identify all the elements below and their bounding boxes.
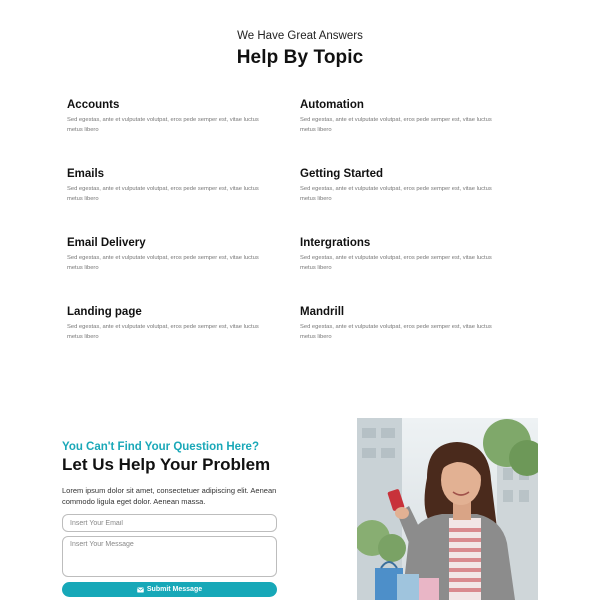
- topic-intergrations[interactable]: [300, 237, 500, 273]
- page-title: Help By Topic: [236, 47, 364, 68]
- topic-title: Accounts: [67, 99, 120, 111]
- topic-title: Landing page: [67, 306, 142, 318]
- section-eyebrow: We Have Great Answers: [237, 30, 363, 42]
- topic-title: Email Delivery: [67, 237, 146, 249]
- topic-accounts[interactable]: [67, 99, 267, 135]
- topic-description: Sed egestas, ante et vulputate volutpat, eros pede semper est, vitae luctus metus libero: [67, 255, 259, 271]
- topic-title: Mandrill: [300, 306, 345, 318]
- topic-getting-started[interactable]: [300, 168, 500, 204]
- message-field[interactable]: [62, 536, 277, 577]
- topic-landing-page[interactable]: [67, 306, 267, 342]
- topic-title: Intergrations: [300, 237, 371, 249]
- submit-label: Submit Message: [146, 586, 203, 593]
- topic-title: Emails: [67, 168, 105, 180]
- topic-description: Sed egestas, ante et vulputate volutpat, eros pede semper est, vitae luctus metus libero: [67, 117, 259, 133]
- topic-automation[interactable]: [300, 99, 500, 135]
- topic-description: Sed egestas, ante et vulputate volutpat, eros pede semper est, vitae luctus metus libero: [300, 324, 492, 340]
- email-field[interactable]: [62, 514, 277, 532]
- support-eyebrow: You Can't Find Your Question Here?: [62, 441, 259, 453]
- submit-message-button[interactable]: [62, 582, 277, 597]
- woman-with-phone-photo: [357, 418, 538, 600]
- envelope-icon: [137, 587, 144, 593]
- topic-mandrill[interactable]: [300, 306, 500, 342]
- topic-description: Sed egestas, ante et vulputate volutpat, eros pede semper est, vitae luctus metus libero: [67, 324, 259, 340]
- support-title: Let Us Help Your Problem: [62, 455, 271, 474]
- topic-title: Automation: [300, 99, 364, 111]
- topic-description: Sed egestas, ante et vulputate volutpat, eros pede semper est, vitae luctus metus libero: [67, 186, 259, 202]
- topic-title: Getting Started: [300, 168, 384, 180]
- topic-emails[interactable]: [67, 168, 267, 204]
- support-description: Lorem ipsum dolor sit amet, consectetuer adipiscing elit. Aenean commodo ligula eget dolor. Aenean massa.: [62, 486, 277, 506]
- topic-description: Sed egestas, ante et vulputate volutpat, eros pede semper est, vitae luctus metus libero: [300, 117, 492, 133]
- topic-email-delivery[interactable]: [67, 237, 267, 273]
- topic-description: Sed egestas, ante et vulputate volutpat, eros pede semper est, vitae luctus metus libero: [300, 255, 492, 271]
- support-photo: [357, 418, 538, 600]
- topic-description: Sed egestas, ante et vulputate volutpat, eros pede semper est, vitae luctus metus libero: [300, 186, 492, 202]
